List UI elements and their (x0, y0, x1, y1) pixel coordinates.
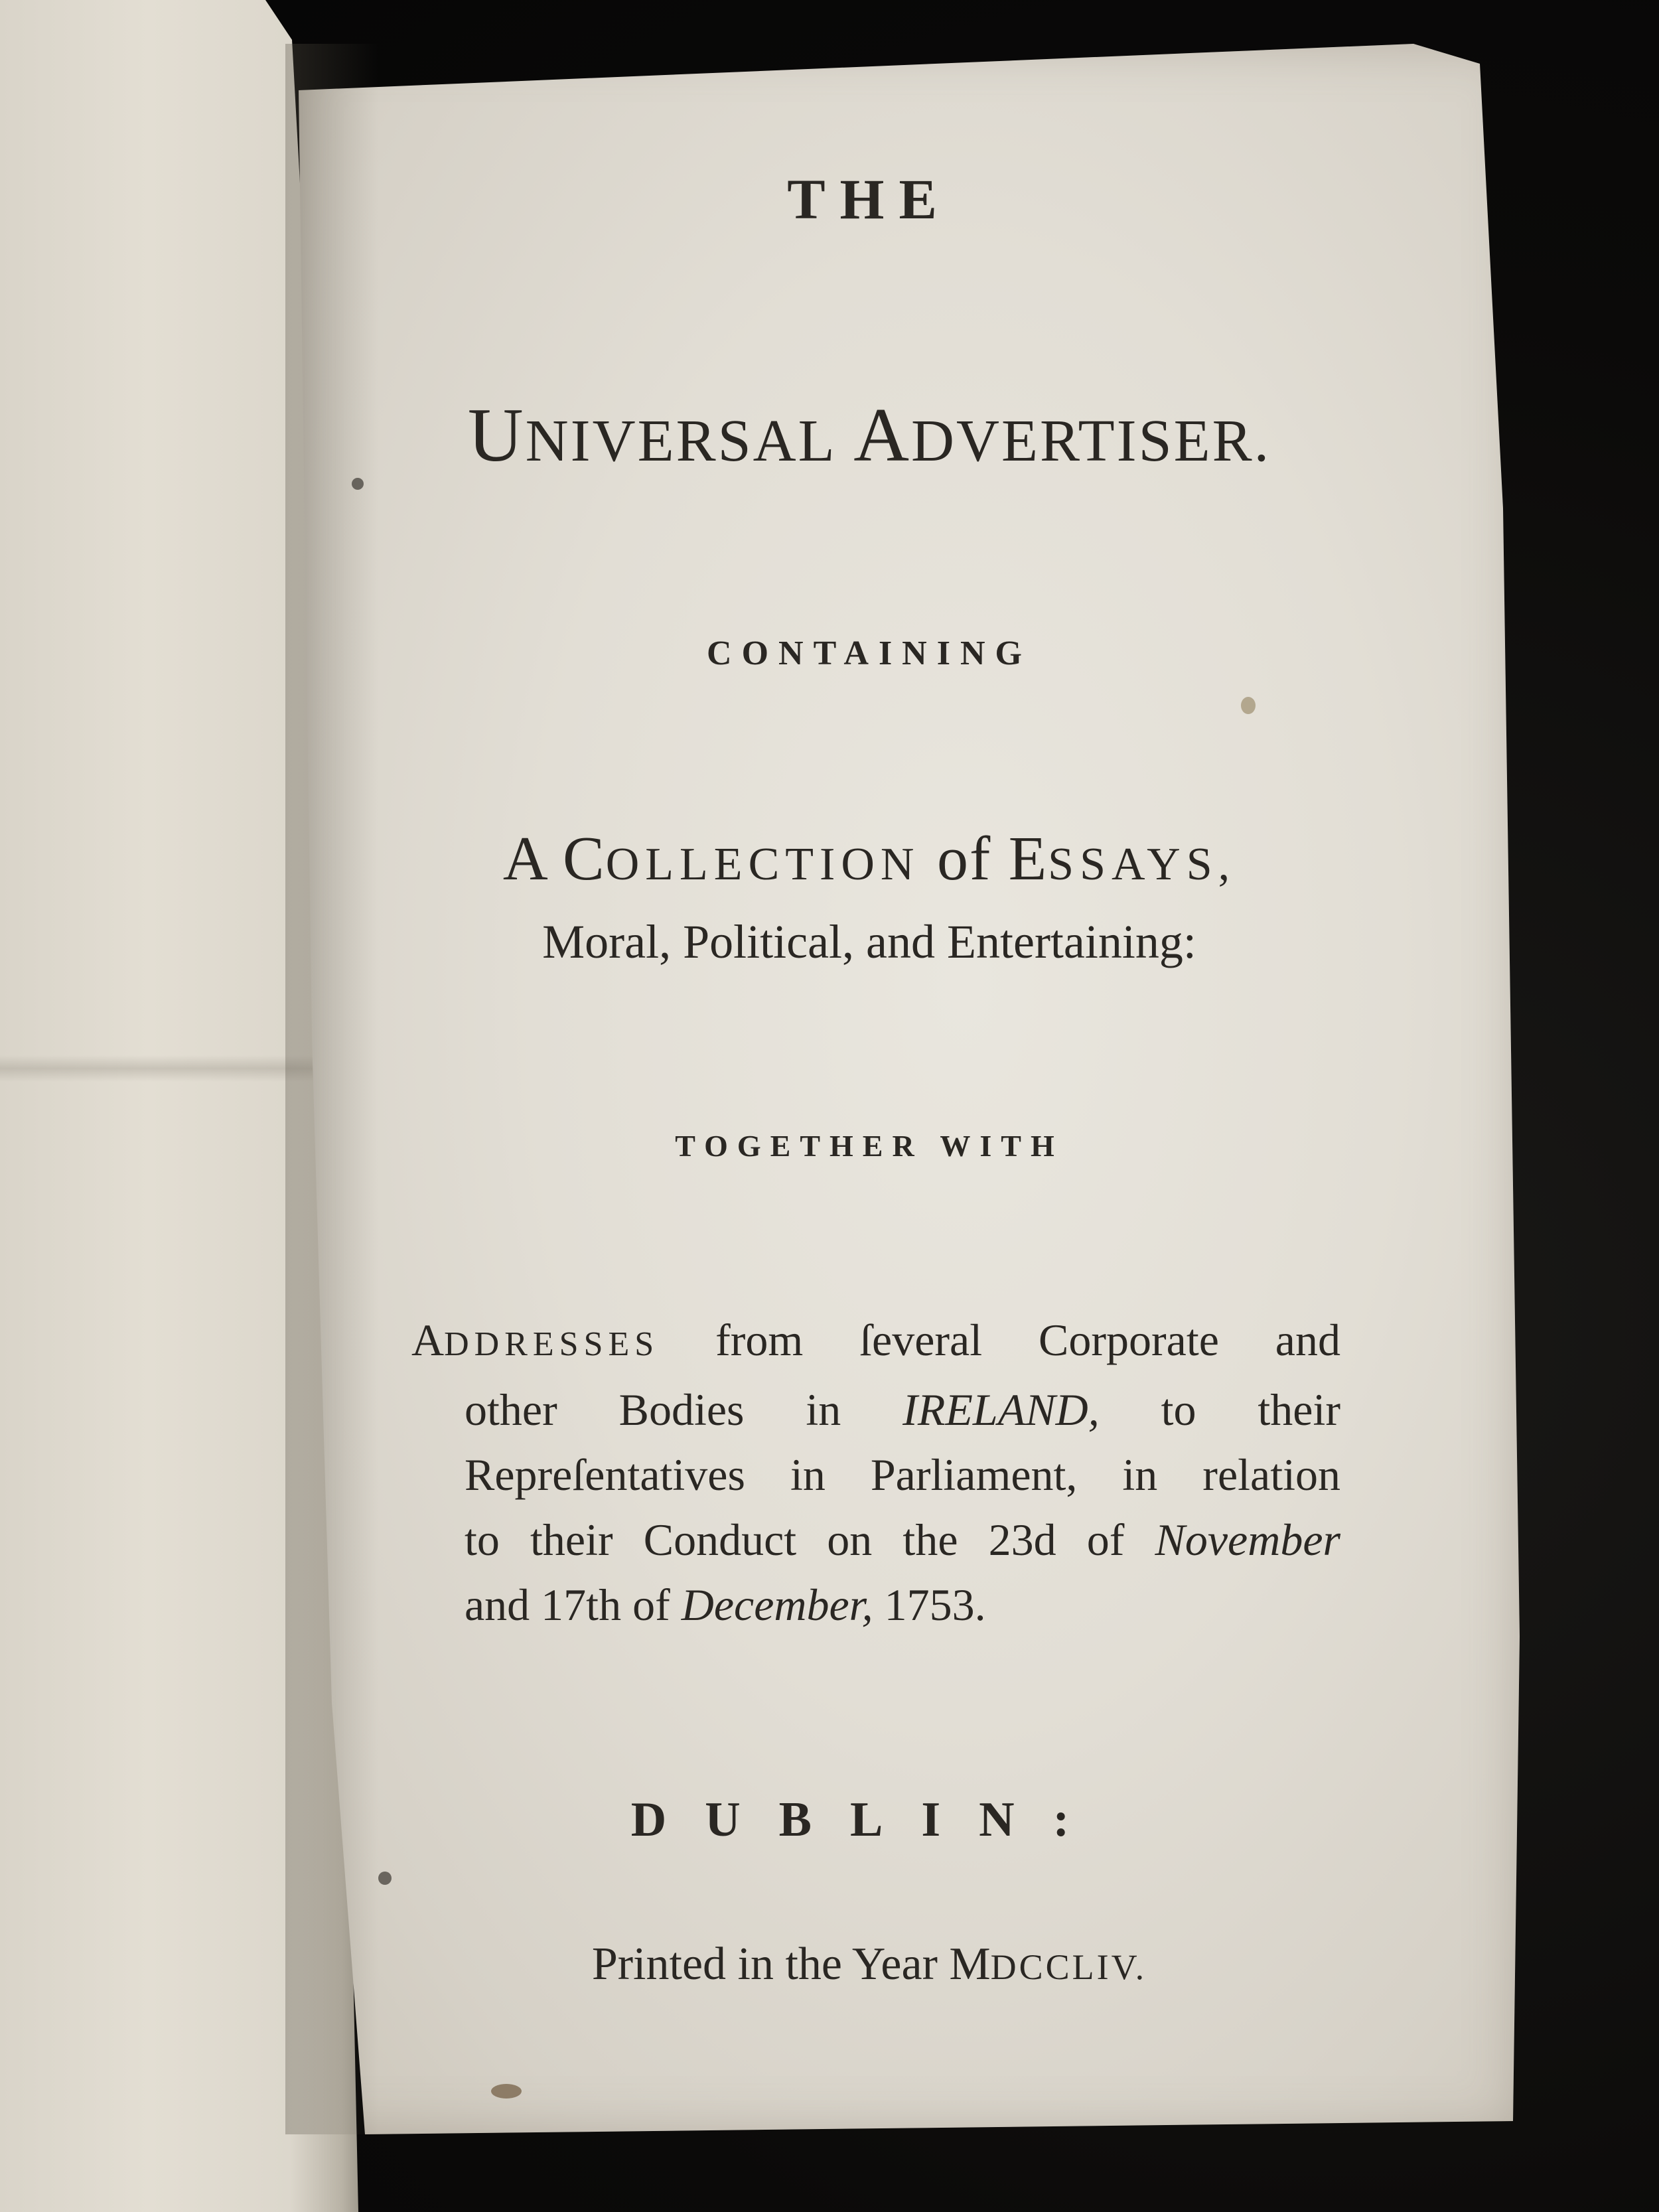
addresses-line-5 (411, 1572, 1340, 1637)
addresses-word: DDRESSES (444, 1325, 660, 1363)
addresses-november: November (1155, 1514, 1340, 1565)
addresses-ireland: IRELAND, (902, 1384, 1100, 1435)
paper-spot (352, 478, 364, 490)
collection-line (372, 823, 1367, 895)
addresses-line-1-rest: from ſeveral Corporate and (715, 1315, 1340, 1365)
essays-initial: E (1008, 824, 1048, 893)
addresses-line-1 (411, 1307, 1340, 1377)
addresses-year: 1753. (884, 1580, 986, 1630)
paper-spot (491, 2084, 522, 2099)
subtitle: Moral, Political, and Entertaining: (542, 915, 1196, 968)
addresses-line-5-pre: and 17th of (465, 1580, 670, 1630)
left-page-crease (0, 1055, 319, 1082)
paper-spot (378, 1872, 392, 1885)
addresses-line-2-pre: other Bodies in (465, 1384, 841, 1435)
title-word-advertiser: DVERTISER. (911, 408, 1271, 474)
addresses-initial: A (411, 1315, 445, 1365)
title-the: THE (787, 167, 952, 231)
imprint-line (372, 1938, 1367, 1991)
title-initial-u: U (467, 393, 526, 478)
addresses-line-2-post: to their (1161, 1384, 1340, 1435)
imprint-year-initial: M (949, 1939, 991, 1990)
together-with-label: TOGETHER WITH (675, 1129, 1064, 1163)
title-word-universal: NIVERSAL (525, 408, 837, 474)
collection-of: of (936, 824, 992, 893)
addresses-line-3: Repreſentatives in Parliament, in relation (465, 1449, 1340, 1500)
title-initial-a: A (853, 393, 912, 478)
addresses-line-4-pre: to their Conduct on the 23d of (465, 1514, 1125, 1565)
paper-spot (1241, 697, 1256, 714)
addresses-line-4 (411, 1507, 1340, 1572)
addresses-december: December, (681, 1580, 873, 1630)
collection-article: A (502, 824, 546, 893)
containing-label: CONTAINING (707, 634, 1032, 672)
addresses-paragraph (411, 1307, 1340, 1637)
collection-initial: C (563, 824, 606, 893)
addresses-line-2 (411, 1377, 1340, 1442)
main-title (372, 392, 1367, 480)
spine-shadow (285, 44, 378, 2134)
essays-word: SSAYS, (1048, 839, 1236, 890)
imprint-text: Printed in the Year (591, 1939, 938, 1990)
place-of-publication: DUBLIN: (630, 1793, 1108, 1847)
collection-word: OLLECTION (605, 839, 920, 890)
imprint-year: DCCLIV. (990, 1947, 1147, 1987)
